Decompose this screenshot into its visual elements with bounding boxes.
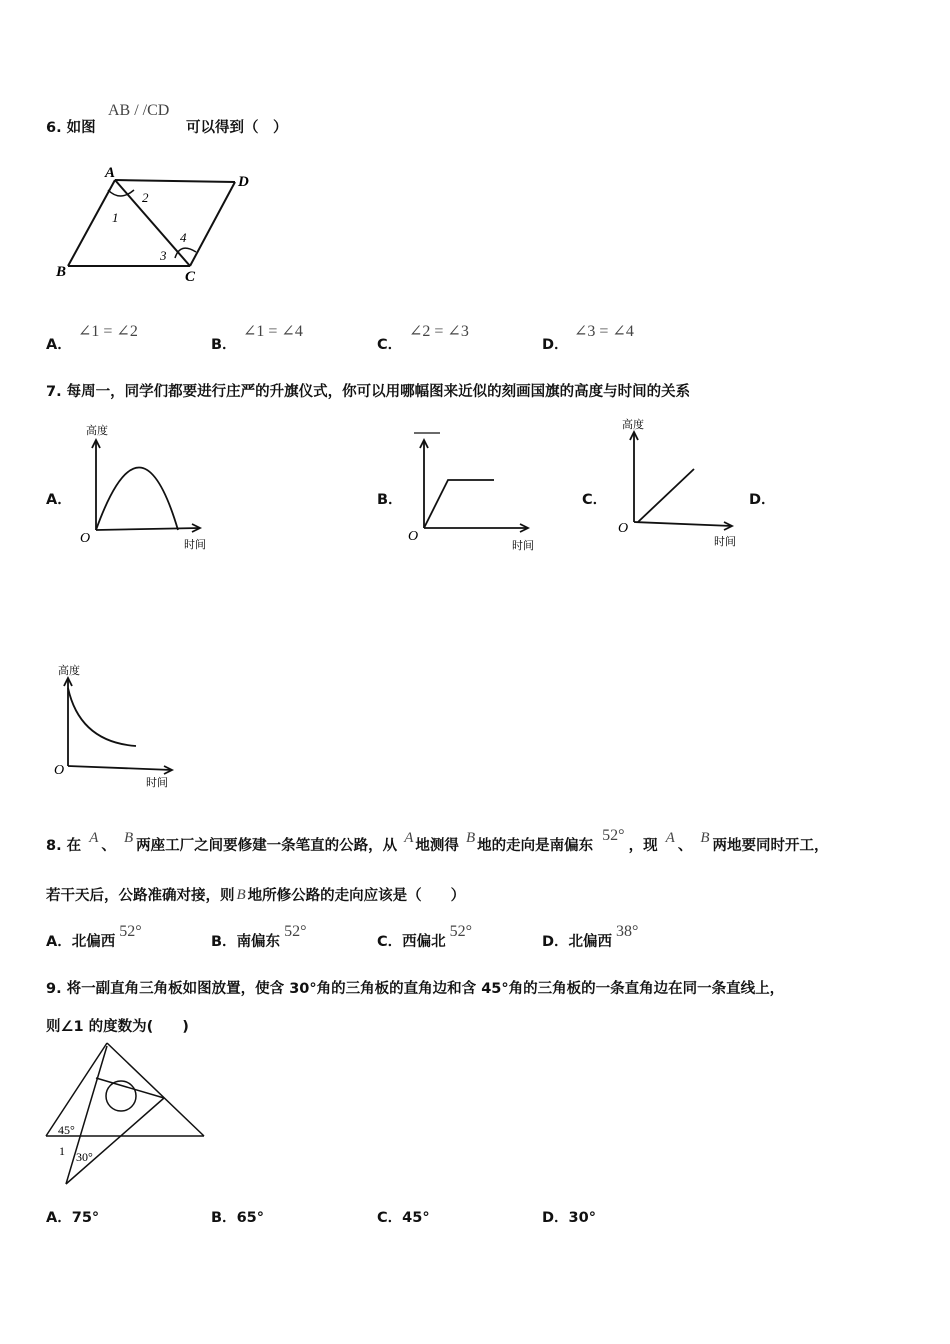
q8-number: 8. — [46, 838, 62, 854]
q8-option-a[interactable] — [46, 923, 142, 951]
q9-option-b-letter: B． — [211, 1210, 237, 1226]
q6-label-c: C — [185, 269, 196, 285]
q8-var-a2: A — [404, 830, 414, 846]
q7-graph-b — [404, 428, 554, 553]
q6-diagonal-ac — [115, 180, 190, 266]
q8-option-d[interactable] — [542, 923, 639, 951]
q7-graph-a — [76, 420, 226, 555]
q8-line2-after: 地所修公路的走向应该是（ ） — [247, 888, 466, 904]
q7-graph-c-xlabel: 时间 — [714, 536, 736, 548]
q6-parallelogram-figure — [50, 160, 270, 285]
q6-option-d-letter[interactable]: D． — [542, 337, 569, 353]
q9-option-d[interactable] — [542, 1206, 596, 1227]
q6-label-d: D — [238, 174, 249, 190]
q6-option-c-letter[interactable]: C． — [377, 337, 403, 353]
q9-label-1: 1 — [59, 1144, 65, 1158]
q7-graph-d-curve — [68, 688, 136, 746]
q7-option-b-letter[interactable]: B． — [377, 492, 403, 508]
q8-text-7: 、 — [677, 838, 693, 854]
q6-angle-2: 2 — [142, 190, 149, 205]
q8-text-2: 、 — [101, 838, 116, 854]
q8-option-c-math: 52° — [449, 923, 473, 940]
q9-option-b-value: 65° — [236, 1210, 264, 1226]
q7-graph-c-ylabel: 高度 — [622, 419, 644, 431]
q9-label-45: 45° — [58, 1123, 75, 1137]
q8-option-d-letter: D． — [542, 934, 569, 950]
q6-option-a-letter[interactable]: A． — [46, 337, 72, 353]
q8-option-a-letter: A． — [46, 934, 72, 950]
q6-label-b: B — [56, 264, 67, 280]
q9-label-30: 30° — [76, 1150, 93, 1164]
q8-line2 — [46, 884, 465, 905]
q9-triangles-figure — [44, 1040, 209, 1190]
q8-var-b3: B — [700, 830, 710, 846]
q8-text-5: 地的走向是南偏东 — [477, 838, 594, 854]
q9-option-b[interactable] — [211, 1206, 264, 1227]
q7-stem — [46, 380, 690, 401]
q9-30-right — [66, 1098, 164, 1184]
q7-graph-b-origin: O — [408, 529, 419, 544]
q8-option-a-text: 北偏西 — [71, 934, 116, 950]
q7-graph-c — [614, 414, 764, 549]
q6-option-d-math: ∠3 = ∠4 — [574, 323, 634, 340]
q9-line1-text: 将一副直角三角板如图放置，使含 30°角的三角板的直角边和含 45°角的三角板的一条直角边在同一条直线上， — [66, 981, 785, 997]
q8-option-b[interactable] — [211, 923, 307, 951]
q6-stem — [46, 116, 96, 137]
q9-option-a-value: 75° — [71, 1210, 100, 1226]
q6-option-b-math: ∠1 = ∠4 — [243, 323, 303, 340]
q6-stem-after: 可以得到（ ） — [186, 120, 288, 136]
q9-45-side — [107, 1043, 204, 1136]
q8-option-d-text: 北偏西 — [568, 934, 613, 950]
q8-line1 — [46, 827, 829, 855]
q6-angle-1: 1 — [112, 210, 119, 225]
q7-graph-c-curve — [638, 469, 694, 522]
q6-arc-a — [108, 190, 134, 196]
q6-side-ad — [115, 180, 235, 182]
q6-side-ab — [68, 180, 115, 266]
q7-graph-b-curve — [424, 480, 494, 528]
q9-45-hypotenuse — [46, 1043, 107, 1136]
q9-line2: 则∠1 的度数为( ) — [46, 1019, 189, 1035]
q7-number: 7. — [46, 384, 62, 400]
q9-option-a-letter: A． — [46, 1210, 72, 1226]
q6-angle-3: 3 — [160, 248, 167, 263]
q7-option-a-letter[interactable]: A． — [46, 492, 72, 508]
q6-number: 6. — [46, 120, 62, 136]
q7-graph-d-ylabel: 高度 — [58, 665, 80, 677]
q8-var-b2: B — [465, 830, 476, 846]
q7-graph-d-origin: O — [54, 763, 65, 778]
q7-graph-a-origin: O — [80, 531, 91, 546]
q6-stem-before: 如图 — [66, 120, 96, 136]
q8-option-c-text: 西偏北 — [402, 934, 446, 950]
q8-option-b-text: 南偏东 — [236, 934, 281, 950]
q8-var-a3: A — [665, 830, 675, 846]
q8-text-1: 在 — [66, 838, 82, 854]
q7-graph-c-origin: O — [618, 521, 629, 536]
q6-math-ab-cd: AB / /CD — [108, 102, 170, 119]
q8-option-c-letter: C． — [377, 934, 403, 950]
q8-var-a: A — [89, 830, 99, 846]
q7-stem-text: 每周一，同学们都要进行庄严的升旗仪式，你可以用哪幅图来近似的刻画国旗的高度与时间的关系 — [66, 384, 691, 400]
q8-option-d-math: 38° — [616, 923, 639, 940]
q8-text-3: 两座工厂之间要修建一条笔直的公路，从 — [136, 838, 398, 854]
q9-line1 — [46, 977, 784, 998]
q9-number: 9. — [46, 981, 62, 997]
q8-line2-before: 若干天后，公路准确对接，则 — [46, 888, 235, 904]
q8-option-b-math: 52° — [284, 923, 307, 940]
q6-option-c-math: ∠2 = ∠3 — [409, 323, 469, 340]
q9-option-a[interactable] — [46, 1206, 99, 1227]
q7-option-c-letter[interactable]: C． — [582, 492, 608, 508]
q6-angle-4: 4 — [180, 230, 187, 245]
q9-option-c-value: 45° — [402, 1210, 430, 1226]
q7-graph-d — [50, 662, 200, 792]
q8-line2-var-b: B — [236, 887, 246, 903]
q7-graph-a-xlabel: 时间 — [184, 539, 206, 551]
q8-option-a-math: 52° — [119, 923, 142, 940]
q6-option-a-math: ∠1 = ∠2 — [78, 323, 138, 340]
q8-var-b: B — [123, 830, 134, 846]
q9-option-d-letter: D． — [542, 1210, 569, 1226]
q6-option-b-letter[interactable]: B． — [211, 337, 237, 353]
q8-text-6: ，现 — [628, 838, 658, 854]
q8-text-8: 两地要同时开工， — [712, 838, 829, 854]
q7-graph-a-ylabel: 高度 — [86, 425, 108, 437]
q8-angle-52: 52° — [602, 827, 625, 844]
q7-graph-d-xlabel: 时间 — [146, 777, 168, 789]
q9-option-c-letter: C． — [377, 1210, 403, 1226]
q9-option-d-value: 30° — [568, 1210, 596, 1226]
q8-text-4: 地测得 — [415, 838, 459, 854]
q6-label-a: A — [105, 165, 116, 181]
q6-side-cd — [190, 182, 235, 266]
q8-option-b-letter: B． — [211, 934, 237, 950]
q9-option-c[interactable] — [377, 1206, 430, 1227]
q7-option-d-letter[interactable]: D． — [749, 492, 776, 508]
q8-option-c[interactable] — [377, 923, 473, 951]
q7-graph-b-xlabel: 时间 — [512, 540, 534, 552]
q7-graph-a-curve — [96, 468, 178, 531]
